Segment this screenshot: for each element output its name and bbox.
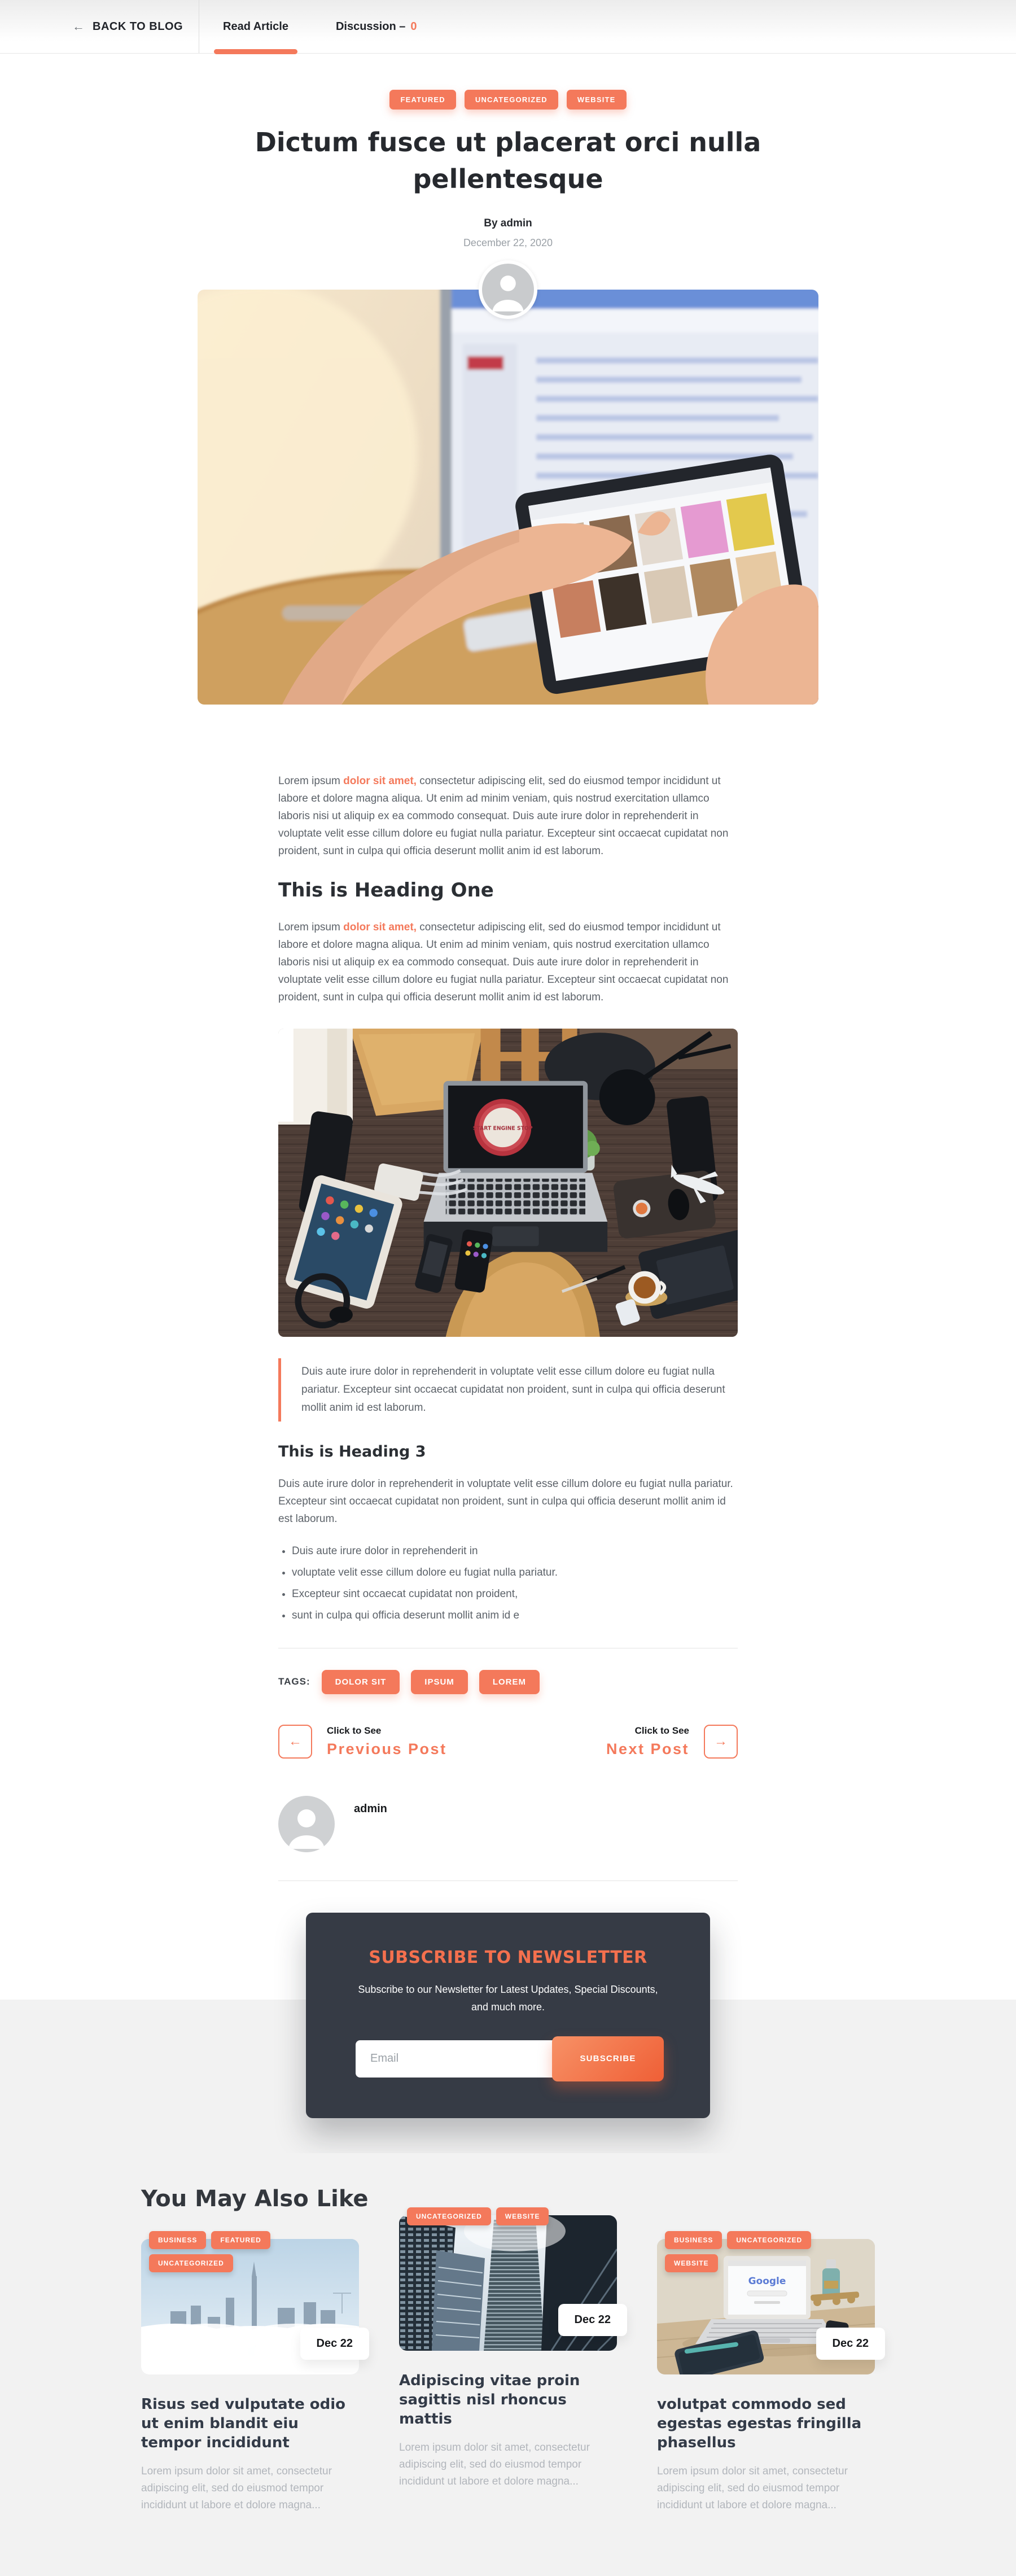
tags-row [278, 1670, 738, 1694]
category-chip-website[interactable]: WEBSITE [567, 90, 627, 110]
newsletter-title: SUBSCRIBE TO NEWSLETTER [369, 1947, 647, 1967]
laptop-screen-text: Google [748, 2275, 786, 2287]
newsletter-form [356, 2040, 660, 2078]
list-item: • Excepteur sint occaecat cupidatat non proident, [292, 1585, 738, 1603]
related-card-3[interactable] [657, 2236, 875, 2514]
article-image [278, 1029, 738, 1337]
featured-image [198, 290, 818, 705]
paragraph-text: consectetur adipiscing elit, sed do eiusmod tempor incididunt ut labore et dolore magna aliqua. Ut enim ad minim veniam, quis nostrud exercitation ullamco laboris nisi ut aliquip ex ea commodo consequat. Duis aute irure dolor in reprehenderit in voluptate velit esse cillum dolore eu fugiat nulla pariatur. Excepteur sint occaecat cupidatat non proident, sunt in culpa qui officia deserunt mollit anim id est laborum. [278, 775, 729, 857]
card-media [399, 2212, 617, 2351]
list-item: • Duis aute irure dolor in reprehenderit in [292, 1542, 738, 1560]
next-post-hint: Click to See [634, 1725, 689, 1736]
tag-lorem[interactable]: LOREM [479, 1670, 540, 1694]
newsletter-card [306, 1913, 710, 2118]
tags-label: TAGS: [278, 1676, 310, 1687]
newsletter-text: Subscribe to our Newsletter for Latest Updates, Special Discounts, and much more. [358, 1983, 658, 2013]
post-hero [0, 54, 1016, 705]
tab-discussion-label: Discussion – [335, 20, 406, 33]
category-chip-featured[interactable]: FEATURED [211, 2231, 270, 2249]
tag-ipsum[interactable]: IPSUM [411, 1670, 468, 1694]
author-name[interactable]: admin [354, 1802, 387, 1815]
card-media [657, 2236, 875, 2374]
tab-read-article[interactable] [199, 0, 312, 53]
page-title: Dictum fusce ut placerat orci nulla pellentesque [255, 127, 761, 195]
card-media [141, 2236, 359, 2374]
post-date-badge: Dec 22 [300, 2328, 370, 2360]
active-tab-indicator [214, 49, 297, 54]
paragraph-2 [278, 919, 738, 1006]
person-icon [482, 264, 534, 316]
author-avatar [479, 260, 537, 319]
laptop-screen-text: START ENGINE STOP [472, 1125, 533, 1131]
related-post-title[interactable]: Risus sed vulputate odio ut enim blandit eiu tempor incididunt [141, 2395, 346, 2452]
card-categories [665, 2231, 856, 2272]
related-post-title[interactable]: Adipiscing vitae proin sagittis nisl rhoncus mattis [399, 2372, 580, 2428]
post-date-badge: Dec 22 [558, 2304, 628, 2336]
related-post-excerpt: Lorem ipsum dolor sit amet, consectetur adipiscing elit, sed do eiusmod tempor incididunt ut labore et dolore magna... [657, 2465, 848, 2511]
back-to-blog-link[interactable] [0, 0, 199, 53]
article-body [278, 705, 738, 1881]
tab-discussion[interactable] [312, 0, 441, 53]
right-arrow-icon: → [714, 1733, 728, 1749]
back-arrow-icon: ← [72, 19, 85, 33]
post-navigation [278, 1725, 738, 1759]
related-cards [141, 2212, 875, 2514]
person-icon [278, 1796, 335, 1852]
category-chip-uncategorized[interactable]: UNCATEGORIZED [149, 2254, 233, 2272]
inline-text-link[interactable]: dolor sit amet, [343, 775, 417, 787]
post-author-byline[interactable]: By admin [484, 217, 532, 229]
paragraph-1 [278, 772, 738, 860]
category-chip-uncategorized[interactable]: UNCATEGORIZED [465, 90, 558, 110]
discussion-count-badge: 0 [410, 20, 417, 33]
category-chip-website[interactable]: WEBSITE [665, 2254, 718, 2272]
featured-photo-tablet-hands [198, 290, 818, 705]
related-heading: You May Also Like [141, 2185, 369, 2212]
related-post-title[interactable]: volutpat commodo sed egestas egestas fringilla phasellus [657, 2395, 862, 2452]
card-categories [407, 2207, 598, 2225]
post-date: December 22, 2020 [463, 237, 553, 248]
category-chip-website[interactable]: WEBSITE [496, 2207, 549, 2225]
category-chip-featured[interactable]: FEATURED [389, 90, 456, 110]
previous-post-nav[interactable] [278, 1725, 447, 1759]
tab-read-article-label: Read Article [223, 20, 288, 33]
list-item: • sunt in culpa qui officia deserunt mollit anim id e [292, 1607, 738, 1624]
list-item: • voluptate velit esse cillum dolore eu fugiat nulla pariatur. [292, 1564, 738, 1581]
category-chip-business[interactable]: BUSINESS [149, 2231, 206, 2249]
subscribe-button[interactable]: SUBSCRIBE [552, 2036, 664, 2081]
previous-post-hint: Click to See [327, 1725, 382, 1736]
previous-post-link[interactable]: Previous Post [327, 1740, 447, 1757]
category-chip-uncategorized[interactable]: UNCATEGORIZED [407, 2207, 491, 2225]
next-post-button[interactable] [704, 1725, 738, 1759]
paragraph-text: Lorem ipsum [278, 921, 344, 933]
category-chip-business[interactable]: BUSINESS [665, 2231, 722, 2249]
related-card-2[interactable] [399, 2212, 617, 2490]
post-categories [0, 90, 1016, 110]
heading-one: This is Heading One [278, 878, 494, 902]
next-post-nav[interactable] [606, 1725, 738, 1759]
back-to-blog-label: BACK TO BLOG [93, 20, 183, 33]
related-card-1[interactable] [141, 2236, 359, 2514]
tag-dolor-sit[interactable]: DOLOR SIT [322, 1670, 400, 1694]
category-chip-uncategorized[interactable]: UNCATEGORIZED [727, 2231, 811, 2249]
author-box-avatar [278, 1796, 335, 1852]
related-post-excerpt: Lorem ipsum dolor sit amet, consectetur adipiscing elit, sed do eiusmod tempor incididunt ut labore et dolore magna... [141, 2465, 332, 2511]
inline-text-link[interactable]: dolor sit amet, [343, 921, 417, 933]
author-box [278, 1796, 738, 1852]
heading-three: This is Heading 3 [278, 1442, 426, 1460]
bullet-list [278, 1542, 738, 1624]
paragraph-3: Duis aute irure dolor in reprehenderit in voluptate velit esse cillum dolore eu fugiat nulla pariatur. Excepteur sint occaecat cupidatat non proident, sunt in culpa qui officia deserunt mollit anim id est laborum. [278, 1477, 733, 1525]
related-posts-section [0, 2153, 1016, 2576]
top-navigation [0, 0, 1016, 54]
blockquote: Duis aute irure dolor in reprehenderit in voluptate velit esse cillum dolore eu fugiat nulla pariatur. Excepteur sint occaecat cupidatat non proident, sunt in culpa qui officia deserunt mollit anim id est laborum. [278, 1358, 738, 1422]
post-date-badge: Dec 22 [816, 2328, 886, 2360]
next-post-link[interactable]: Next Post [606, 1740, 689, 1757]
related-post-excerpt: Lorem ipsum dolor sit amet, consectetur adipiscing elit, sed do eiusmod tempor incididunt ut labore et dolore magna... [399, 2441, 590, 2487]
paragraph-text: Lorem ipsum [278, 775, 344, 787]
paragraph-text: consectetur adipiscing elit, sed do eiusmod tempor incididunt ut labore et dolore magna aliqua. Ut enim ad minim veniam, quis nostrud exercitation ullamco laboris nisi ut aliquip ex ea commodo consequat. Duis aute irure dolor in reprehenderit in voluptate velit esse cillum dolore eu fugiat nulla pariatur. Excepteur sint occaecat cupidatat non proident, sunt in culpa qui officia deserunt mollit anim id est laborum. [278, 921, 729, 1003]
left-arrow-icon: ← [288, 1733, 302, 1749]
previous-post-button[interactable] [278, 1725, 312, 1759]
newsletter-section [0, 1881, 1016, 2153]
article-photo-desk-workspace [278, 1029, 738, 1337]
card-categories [149, 2231, 340, 2272]
